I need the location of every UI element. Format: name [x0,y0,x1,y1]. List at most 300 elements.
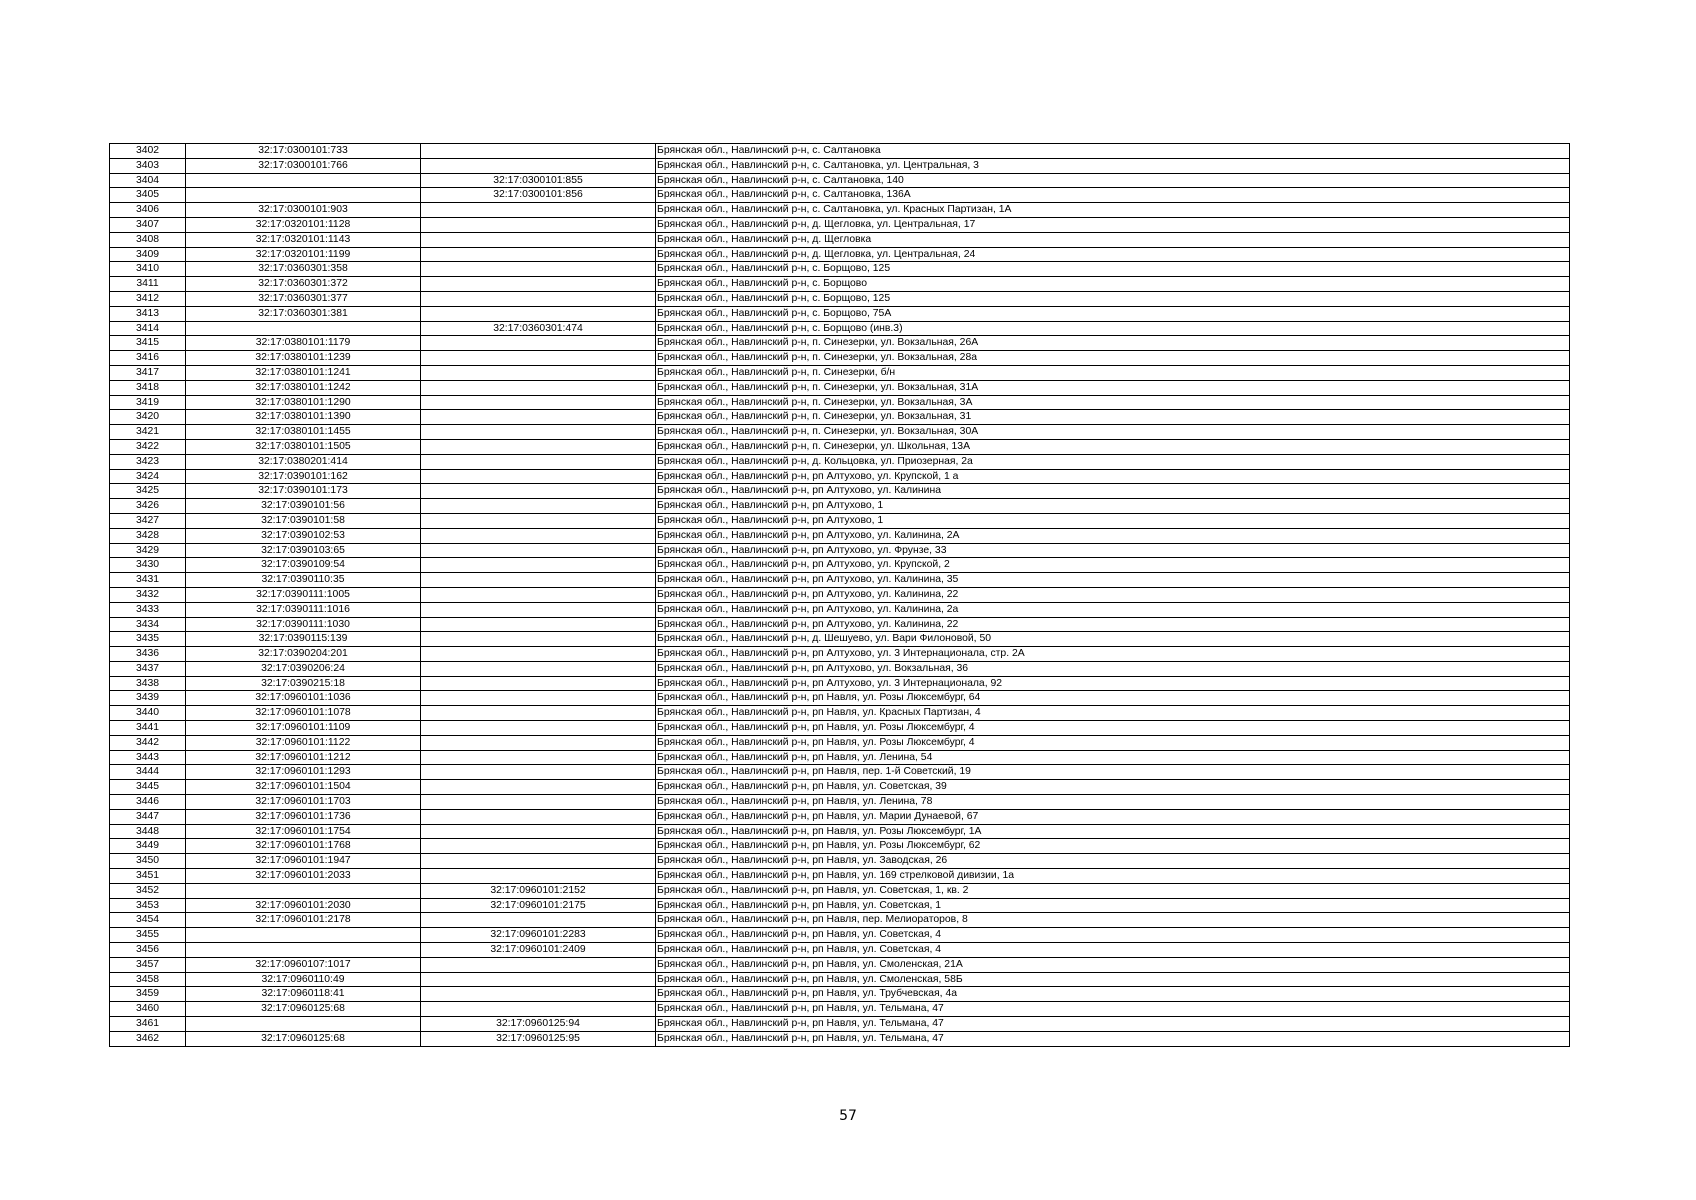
table-row [110,765,1570,780]
cadastral-number-cell [186,173,421,188]
row-number-cell: 3429 [110,543,186,558]
address-cell: Брянская обл., Навлинский р-н, рп Алтухово, ул. 3 Интернационала, 92 [656,676,1570,691]
parent-cadastral-number-cell [421,1002,656,1017]
address-cell: Брянская обл., Навлинский р-н, п. Синезерки, ул. Вокзальная, 3А [656,395,1570,410]
parent-cadastral-number-cell [421,839,656,854]
cadastral-number-cell: 32:17:0960101:2033 [186,869,421,884]
address-cell: Брянская обл., Навлинский р-н, рп Навля, ул. Тельмана, 47 [656,1031,1570,1046]
row-number-cell: 3419 [110,395,186,410]
table-row [110,602,1570,617]
table-row [110,321,1570,336]
parent-cadastral-number-cell [421,809,656,824]
address-cell: Брянская обл., Навлинский р-н, рп Навля, ул. Советская, 4 [656,928,1570,943]
address-cell: Брянская обл., Навлинский р-н, рп Навля, ул. Советская, 4 [656,943,1570,958]
table-row [110,883,1570,898]
address-cell: Брянская обл., Навлинский р-н, рп Навля, ул. Розы Люксембург, 64 [656,691,1570,706]
cadastral-number-cell: 32:17:0390215:18 [186,676,421,691]
table-row [110,365,1570,380]
row-number-cell: 3418 [110,380,186,395]
address-cell: Брянская обл., Навлинский р-н, рп Алтухово, ул. Фрунзе, 33 [656,543,1570,558]
row-number-cell: 3453 [110,898,186,913]
row-number-cell: 3454 [110,913,186,928]
cadastral-number-cell: 32:17:0960101:1109 [186,721,421,736]
table-row [110,676,1570,691]
parent-cadastral-number-cell [421,617,656,632]
parent-cadastral-number-cell [421,395,656,410]
table-row [110,439,1570,454]
address-cell: Брянская обл., Навлинский р-н, д. Шешуево, ул. Вари Филоновой, 50 [656,632,1570,647]
address-cell: Брянская обл., Навлинский р-н, рп Навля, ул. Советская, 39 [656,780,1570,795]
cadastral-number-cell: 32:17:0380101:1290 [186,395,421,410]
table-row [110,780,1570,795]
cadastral-number-cell: 32:17:0390101:58 [186,513,421,528]
row-number-cell: 3462 [110,1031,186,1046]
row-number-cell: 3408 [110,232,186,247]
row-number-cell: 3421 [110,425,186,440]
parent-cadastral-number-cell: 32:17:0300101:855 [421,173,656,188]
address-cell: Брянская обл., Навлинский р-н, рп Навля, ул. Тельмана, 47 [656,1002,1570,1017]
row-number-cell: 3433 [110,602,186,617]
table-row [110,336,1570,351]
parent-cadastral-number-cell [421,306,656,321]
parent-cadastral-number-cell: 32:17:0960125:95 [421,1031,656,1046]
address-cell: Брянская обл., Навлинский р-н, рп Навля, ул. Трубчевская, 4а [656,987,1570,1002]
address-cell: Брянская обл., Навлинский р-н, рп Навля, ул. Смоленская, 58Б [656,972,1570,987]
row-number-cell: 3403 [110,158,186,173]
parent-cadastral-number-cell [421,351,656,366]
parent-cadastral-number-cell [421,217,656,232]
table-row [110,158,1570,173]
table-row [110,691,1570,706]
table-row [110,262,1570,277]
cadastral-number-cell: 32:17:0960118:41 [186,987,421,1002]
parent-cadastral-number-cell [421,587,656,602]
cadastral-number-cell: 32:17:0380101:1505 [186,439,421,454]
address-cell: Брянская обл., Навлинский р-н, рп Алтухово, ул. Крупской, 2 [656,558,1570,573]
address-cell: Брянская обл., Навлинский р-н, д. Щегловка, ул. Центральная, 17 [656,217,1570,232]
parent-cadastral-number-cell [421,543,656,558]
cadastral-number-cell [186,188,421,203]
row-number-cell: 3412 [110,291,186,306]
parent-cadastral-number-cell [421,602,656,617]
row-number-cell: 3422 [110,439,186,454]
cadastral-number-cell: 32:17:0960101:1078 [186,706,421,721]
table-row [110,573,1570,588]
row-number-cell: 3450 [110,854,186,869]
cadastral-number-cell: 32:17:0960107:1017 [186,957,421,972]
parent-cadastral-number-cell [421,410,656,425]
cadastral-number-cell: 32:17:0360301:377 [186,291,421,306]
row-number-cell: 3426 [110,499,186,514]
table-row [110,721,1570,736]
table-row [110,735,1570,750]
parent-cadastral-number-cell: 32:17:0960125:94 [421,1017,656,1032]
row-number-cell: 3446 [110,795,186,810]
parent-cadastral-number-cell [421,203,656,218]
parent-cadastral-number-cell [421,854,656,869]
row-number-cell: 3402 [110,144,186,159]
table-row [110,1017,1570,1032]
cadastral-number-cell: 32:17:0380101:1179 [186,336,421,351]
parent-cadastral-number-cell [421,573,656,588]
address-cell: Брянская обл., Навлинский р-н, рп Алтухово, ул. Вокзальная, 36 [656,661,1570,676]
row-number-cell: 3455 [110,928,186,943]
row-number-cell: 3430 [110,558,186,573]
parent-cadastral-number-cell [421,913,656,928]
table-row [110,528,1570,543]
table-row [110,928,1570,943]
address-cell: Брянская обл., Навлинский р-н, рп Алтухово, ул. Крупской, 1 а [656,469,1570,484]
parent-cadastral-number-cell [421,647,656,662]
row-number-cell: 3413 [110,306,186,321]
table-row [110,291,1570,306]
row-number-cell: 3436 [110,647,186,662]
address-cell: Брянская обл., Навлинский р-н, рп Навля, пер. 1-й Советский, 19 [656,765,1570,780]
address-cell: Брянская обл., Навлинский р-н, рп Алтухово, ул. Калинина [656,484,1570,499]
row-number-cell: 3448 [110,824,186,839]
parent-cadastral-number-cell [421,484,656,499]
address-cell: Брянская обл., Навлинский р-н, рп Алтухово, ул. Калинина, 35 [656,573,1570,588]
row-number-cell: 3439 [110,691,186,706]
parent-cadastral-number-cell [421,232,656,247]
address-cell: Брянская обл., Навлинский р-н, рп Навля, ул. Розы Люксембург, 1А [656,824,1570,839]
address-cell: Брянская обл., Навлинский р-н, с. Салтановка, ул. Центральная, 3 [656,158,1570,173]
address-cell: Брянская обл., Навлинский р-н, рп Навля, ул. Марии Дунаевой, 67 [656,809,1570,824]
row-number-cell: 3440 [110,706,186,721]
row-number-cell: 3414 [110,321,186,336]
row-number-cell: 3444 [110,765,186,780]
registry-table [109,143,1570,1047]
address-cell: Брянская обл., Навлинский р-н, с. Салтановка, ул. Красных Партизан, 1А [656,203,1570,218]
address-cell: Брянская обл., Навлинский р-н, п. Синезерки, ул. Вокзальная, 28а [656,351,1570,366]
row-number-cell: 3438 [110,676,186,691]
cadastral-number-cell: 32:17:0390109:54 [186,558,421,573]
table-row [110,647,1570,662]
cadastral-number-cell: 32:17:0300101:766 [186,158,421,173]
table-row [110,706,1570,721]
cadastral-number-cell [186,321,421,336]
address-cell: Брянская обл., Навлинский р-н, д. Кольцовка, ул. Приозерная, 2а [656,454,1570,469]
parent-cadastral-number-cell [421,365,656,380]
parent-cadastral-number-cell: 32:17:0300101:856 [421,188,656,203]
cadastral-number-cell: 32:17:0390102:53 [186,528,421,543]
row-number-cell: 3409 [110,247,186,262]
table-row [110,957,1570,972]
cadastral-number-cell: 32:17:0390111:1005 [186,587,421,602]
row-number-cell: 3456 [110,943,186,958]
parent-cadastral-number-cell: 32:17:0960101:2409 [421,943,656,958]
table-row [110,454,1570,469]
row-number-cell: 3427 [110,513,186,528]
table-row [110,913,1570,928]
cadastral-number-cell: 32:17:0960101:1036 [186,691,421,706]
cadastral-number-cell: 32:17:0300101:733 [186,144,421,159]
row-number-cell: 3445 [110,780,186,795]
table-row [110,661,1570,676]
cadastral-number-cell: 32:17:0380101:1242 [186,380,421,395]
address-cell: Брянская обл., Навлинский р-н, д. Щегловка [656,232,1570,247]
cadastral-number-cell: 32:17:0360301:381 [186,306,421,321]
parent-cadastral-number-cell [421,706,656,721]
row-number-cell: 3435 [110,632,186,647]
cadastral-number-cell: 32:17:0960110:49 [186,972,421,987]
row-number-cell: 3443 [110,750,186,765]
cadastral-number-cell: 32:17:0380101:1241 [186,365,421,380]
cadastral-number-cell: 32:17:0380101:1390 [186,410,421,425]
cadastral-number-cell: 32:17:0960101:2030 [186,898,421,913]
row-number-cell: 3410 [110,262,186,277]
cadastral-number-cell: 32:17:0960101:2178 [186,913,421,928]
table-row [110,144,1570,159]
parent-cadastral-number-cell [421,765,656,780]
parent-cadastral-number-cell [421,262,656,277]
cadastral-number-cell: 32:17:0960101:1122 [186,735,421,750]
address-cell: Брянская обл., Навлинский р-н, рп Навля, ул. Советская, 1, кв. 2 [656,883,1570,898]
address-cell: Брянская обл., Навлинский р-н, рп Навля, ул. Ленина, 54 [656,750,1570,765]
parent-cadastral-number-cell [421,439,656,454]
address-cell: Брянская обл., Навлинский р-н, п. Синезерки, б/н [656,365,1570,380]
parent-cadastral-number-cell [421,750,656,765]
registry-table-body [110,144,1570,1047]
table-row [110,173,1570,188]
row-number-cell: 3457 [110,957,186,972]
row-number-cell: 3431 [110,573,186,588]
address-cell: Брянская обл., Навлинский р-н, с. Борщово, 125 [656,291,1570,306]
address-cell: Брянская обл., Навлинский р-н, п. Синезерки, ул. Вокзальная, 31А [656,380,1570,395]
table-row [110,306,1570,321]
address-cell: Брянская обл., Навлинский р-н, рп Навля, ул. Советская, 1 [656,898,1570,913]
cadastral-number-cell: 32:17:0960125:68 [186,1031,421,1046]
address-cell: Брянская обл., Навлинский р-н, д. Щегловка, ул. Центральная, 24 [656,247,1570,262]
parent-cadastral-number-cell: 32:17:0960101:2283 [421,928,656,943]
row-number-cell: 3420 [110,410,186,425]
table-row [110,632,1570,647]
table-row [110,380,1570,395]
parent-cadastral-number-cell: 32:17:0360301:474 [421,321,656,336]
parent-cadastral-number-cell [421,795,656,810]
row-number-cell: 3425 [110,484,186,499]
parent-cadastral-number-cell [421,972,656,987]
cadastral-number-cell: 32:17:0390204:201 [186,647,421,662]
address-cell: Брянская обл., Навлинский р-н, рп Алтухово, ул. Калинина, 2А [656,528,1570,543]
parent-cadastral-number-cell [421,735,656,750]
address-cell: Брянская обл., Навлинский р-н, рп Алтухово, 1 [656,499,1570,514]
table-row [110,839,1570,854]
address-cell: Брянская обл., Навлинский р-н, рп Навля, ул. Розы Люксембург, 4 [656,735,1570,750]
row-number-cell: 3417 [110,365,186,380]
parent-cadastral-number-cell [421,691,656,706]
address-cell: Брянская обл., Навлинский р-н, с. Борщово, 125 [656,262,1570,277]
parent-cadastral-number-cell: 32:17:0960101:2152 [421,883,656,898]
parent-cadastral-number-cell [421,558,656,573]
table-row [110,987,1570,1002]
address-cell: Брянская обл., Навлинский р-н, рп Навля, ул. Розы Люксембург, 4 [656,721,1570,736]
table-row [110,869,1570,884]
parent-cadastral-number-cell [421,780,656,795]
cadastral-number-cell: 32:17:0390206:24 [186,661,421,676]
address-cell: Брянская обл., Навлинский р-н, рп Навля, ул. Ленина, 78 [656,795,1570,810]
parent-cadastral-number-cell [421,661,656,676]
address-cell: Брянская обл., Навлинский р-н, рп Алтухово, ул. Калинина, 22 [656,587,1570,602]
cadastral-number-cell: 32:17:0960101:1212 [186,750,421,765]
cadastral-number-cell: 32:17:0380201:414 [186,454,421,469]
address-cell: Брянская обл., Навлинский р-н, рп Алтухово, ул. Калинина, 2а [656,602,1570,617]
table-row [110,558,1570,573]
table-row [110,943,1570,958]
page-number: 57 [839,1108,857,1124]
address-cell: Брянская обл., Навлинский р-н, рп Алтухово, ул. 3 Интернационала, стр. 2А [656,647,1570,662]
cadastral-number-cell: 32:17:0960101:1768 [186,839,421,854]
parent-cadastral-number-cell: 32:17:0960101:2175 [421,898,656,913]
parent-cadastral-number-cell [421,632,656,647]
table-row [110,499,1570,514]
cadastral-number-cell: 32:17:0960101:1947 [186,854,421,869]
parent-cadastral-number-cell [421,721,656,736]
table-row [110,1031,1570,1046]
cadastral-number-cell: 32:17:0390111:1016 [186,602,421,617]
parent-cadastral-number-cell [421,454,656,469]
table-row [110,351,1570,366]
parent-cadastral-number-cell [421,957,656,972]
row-number-cell: 3407 [110,217,186,232]
table-row [110,484,1570,499]
parent-cadastral-number-cell [421,824,656,839]
row-number-cell: 3449 [110,839,186,854]
row-number-cell: 3434 [110,617,186,632]
parent-cadastral-number-cell [421,987,656,1002]
cadastral-number-cell: 32:17:0960101:1703 [186,795,421,810]
row-number-cell: 3460 [110,1002,186,1017]
cadastral-number-cell: 32:17:0390111:1030 [186,617,421,632]
row-number-cell: 3437 [110,661,186,676]
table-row [110,232,1570,247]
row-number-cell: 3411 [110,277,186,292]
parent-cadastral-number-cell [421,291,656,306]
cadastral-number-cell: 32:17:0960101:1754 [186,824,421,839]
table-row [110,277,1570,292]
table-row [110,410,1570,425]
table-row [110,824,1570,839]
table-row [110,750,1570,765]
cadastral-number-cell [186,928,421,943]
address-cell: Брянская обл., Навлинский р-н, с. Салтановка [656,144,1570,159]
row-number-cell: 3452 [110,883,186,898]
row-number-cell: 3458 [110,972,186,987]
table-row [110,972,1570,987]
table-row [110,854,1570,869]
address-cell: Брянская обл., Навлинский р-н, рп Алтухово, ул. Калинина, 22 [656,617,1570,632]
cadastral-number-cell: 32:17:0320101:1199 [186,247,421,262]
cadastral-number-cell [186,883,421,898]
cadastral-number-cell: 32:17:0960101:1293 [186,765,421,780]
row-number-cell: 3424 [110,469,186,484]
table-row [110,617,1570,632]
address-cell: Брянская обл., Навлинский р-н, с. Салтановка, 140 [656,173,1570,188]
parent-cadastral-number-cell [421,513,656,528]
parent-cadastral-number-cell [421,336,656,351]
parent-cadastral-number-cell [421,499,656,514]
cadastral-number-cell [186,943,421,958]
cadastral-number-cell: 32:17:0320101:1143 [186,232,421,247]
address-cell: Брянская обл., Навлинский р-н, рп Навля, ул. Тельмана, 47 [656,1017,1570,1032]
cadastral-number-cell: 32:17:0360301:358 [186,262,421,277]
row-number-cell: 3432 [110,587,186,602]
row-number-cell: 3405 [110,188,186,203]
row-number-cell: 3423 [110,454,186,469]
address-cell: Брянская обл., Навлинский р-н, рп Навля, ул. Заводская, 26 [656,854,1570,869]
parent-cadastral-number-cell [421,158,656,173]
address-cell: Брянская обл., Навлинский р-н, п. Синезерки, ул. Вокзальная, 31 [656,410,1570,425]
table-row [110,1002,1570,1017]
address-cell: Брянская обл., Навлинский р-н, рп Алтухово, 1 [656,513,1570,528]
row-number-cell: 3404 [110,173,186,188]
table-row [110,247,1570,262]
row-number-cell: 3461 [110,1017,186,1032]
table-row [110,217,1570,232]
parent-cadastral-number-cell [421,528,656,543]
table-row [110,188,1570,203]
row-number-cell: 3441 [110,721,186,736]
cadastral-number-cell: 32:17:0960125:68 [186,1002,421,1017]
row-number-cell: 3416 [110,351,186,366]
address-cell: Брянская обл., Навлинский р-н, п. Синезерки, ул. Вокзальная, 26А [656,336,1570,351]
table-row [110,425,1570,440]
address-cell: Брянская обл., Навлинский р-н, с. Борщово (инв.3) [656,321,1570,336]
row-number-cell: 3442 [110,735,186,750]
cadastral-number-cell: 32:17:0300101:903 [186,203,421,218]
row-number-cell: 3459 [110,987,186,1002]
address-cell: Брянская обл., Навлинский р-н, с. Борщово [656,277,1570,292]
cadastral-number-cell: 32:17:0390103:65 [186,543,421,558]
table-row [110,469,1570,484]
table-row [110,203,1570,218]
cadastral-number-cell: 32:17:0390101:56 [186,499,421,514]
table-row [110,395,1570,410]
address-cell: Брянская обл., Навлинский р-н, рп Навля, ул. Смоленская, 21А [656,957,1570,972]
row-number-cell: 3406 [110,203,186,218]
row-number-cell: 3428 [110,528,186,543]
row-number-cell: 3451 [110,869,186,884]
parent-cadastral-number-cell [421,425,656,440]
table-row [110,513,1570,528]
cadastral-number-cell: 32:17:0390115:139 [186,632,421,647]
address-cell: Брянская обл., Навлинский р-н, рп Навля, пер. Мелиораторов, 8 [656,913,1570,928]
table-row [110,587,1570,602]
cadastral-number-cell: 32:17:0390110:35 [186,573,421,588]
cadastral-number-cell: 32:17:0380101:1239 [186,351,421,366]
table-row [110,898,1570,913]
parent-cadastral-number-cell [421,469,656,484]
address-cell: Брянская обл., Навлинский р-н, рп Навля, ул. 169 стрелковой дивизии, 1а [656,869,1570,884]
cadastral-number-cell: 32:17:0380101:1455 [186,425,421,440]
address-cell: Брянская обл., Навлинский р-н, п. Синезерки, ул. Вокзальная, 30А [656,425,1570,440]
address-cell: Брянская обл., Навлинский р-н, рп Навля, ул. Красных Партизан, 4 [656,706,1570,721]
address-cell: Брянская обл., Навлинский р-н, с. Салтановка, 136А [656,188,1570,203]
parent-cadastral-number-cell [421,380,656,395]
address-cell: Брянская обл., Навлинский р-н, с. Борщово, 75А [656,306,1570,321]
cadastral-number-cell: 32:17:0360301:372 [186,277,421,292]
cadastral-number-cell: 32:17:0960101:1736 [186,809,421,824]
table-row [110,543,1570,558]
parent-cadastral-number-cell [421,247,656,262]
table-row [110,795,1570,810]
cadastral-number-cell: 32:17:0960101:1504 [186,780,421,795]
row-number-cell: 3415 [110,336,186,351]
parent-cadastral-number-cell [421,869,656,884]
table-row [110,809,1570,824]
cadastral-number-cell: 32:17:0390101:173 [186,484,421,499]
address-cell: Брянская обл., Навлинский р-н, п. Синезерки, ул. Школьная, 13А [656,439,1570,454]
